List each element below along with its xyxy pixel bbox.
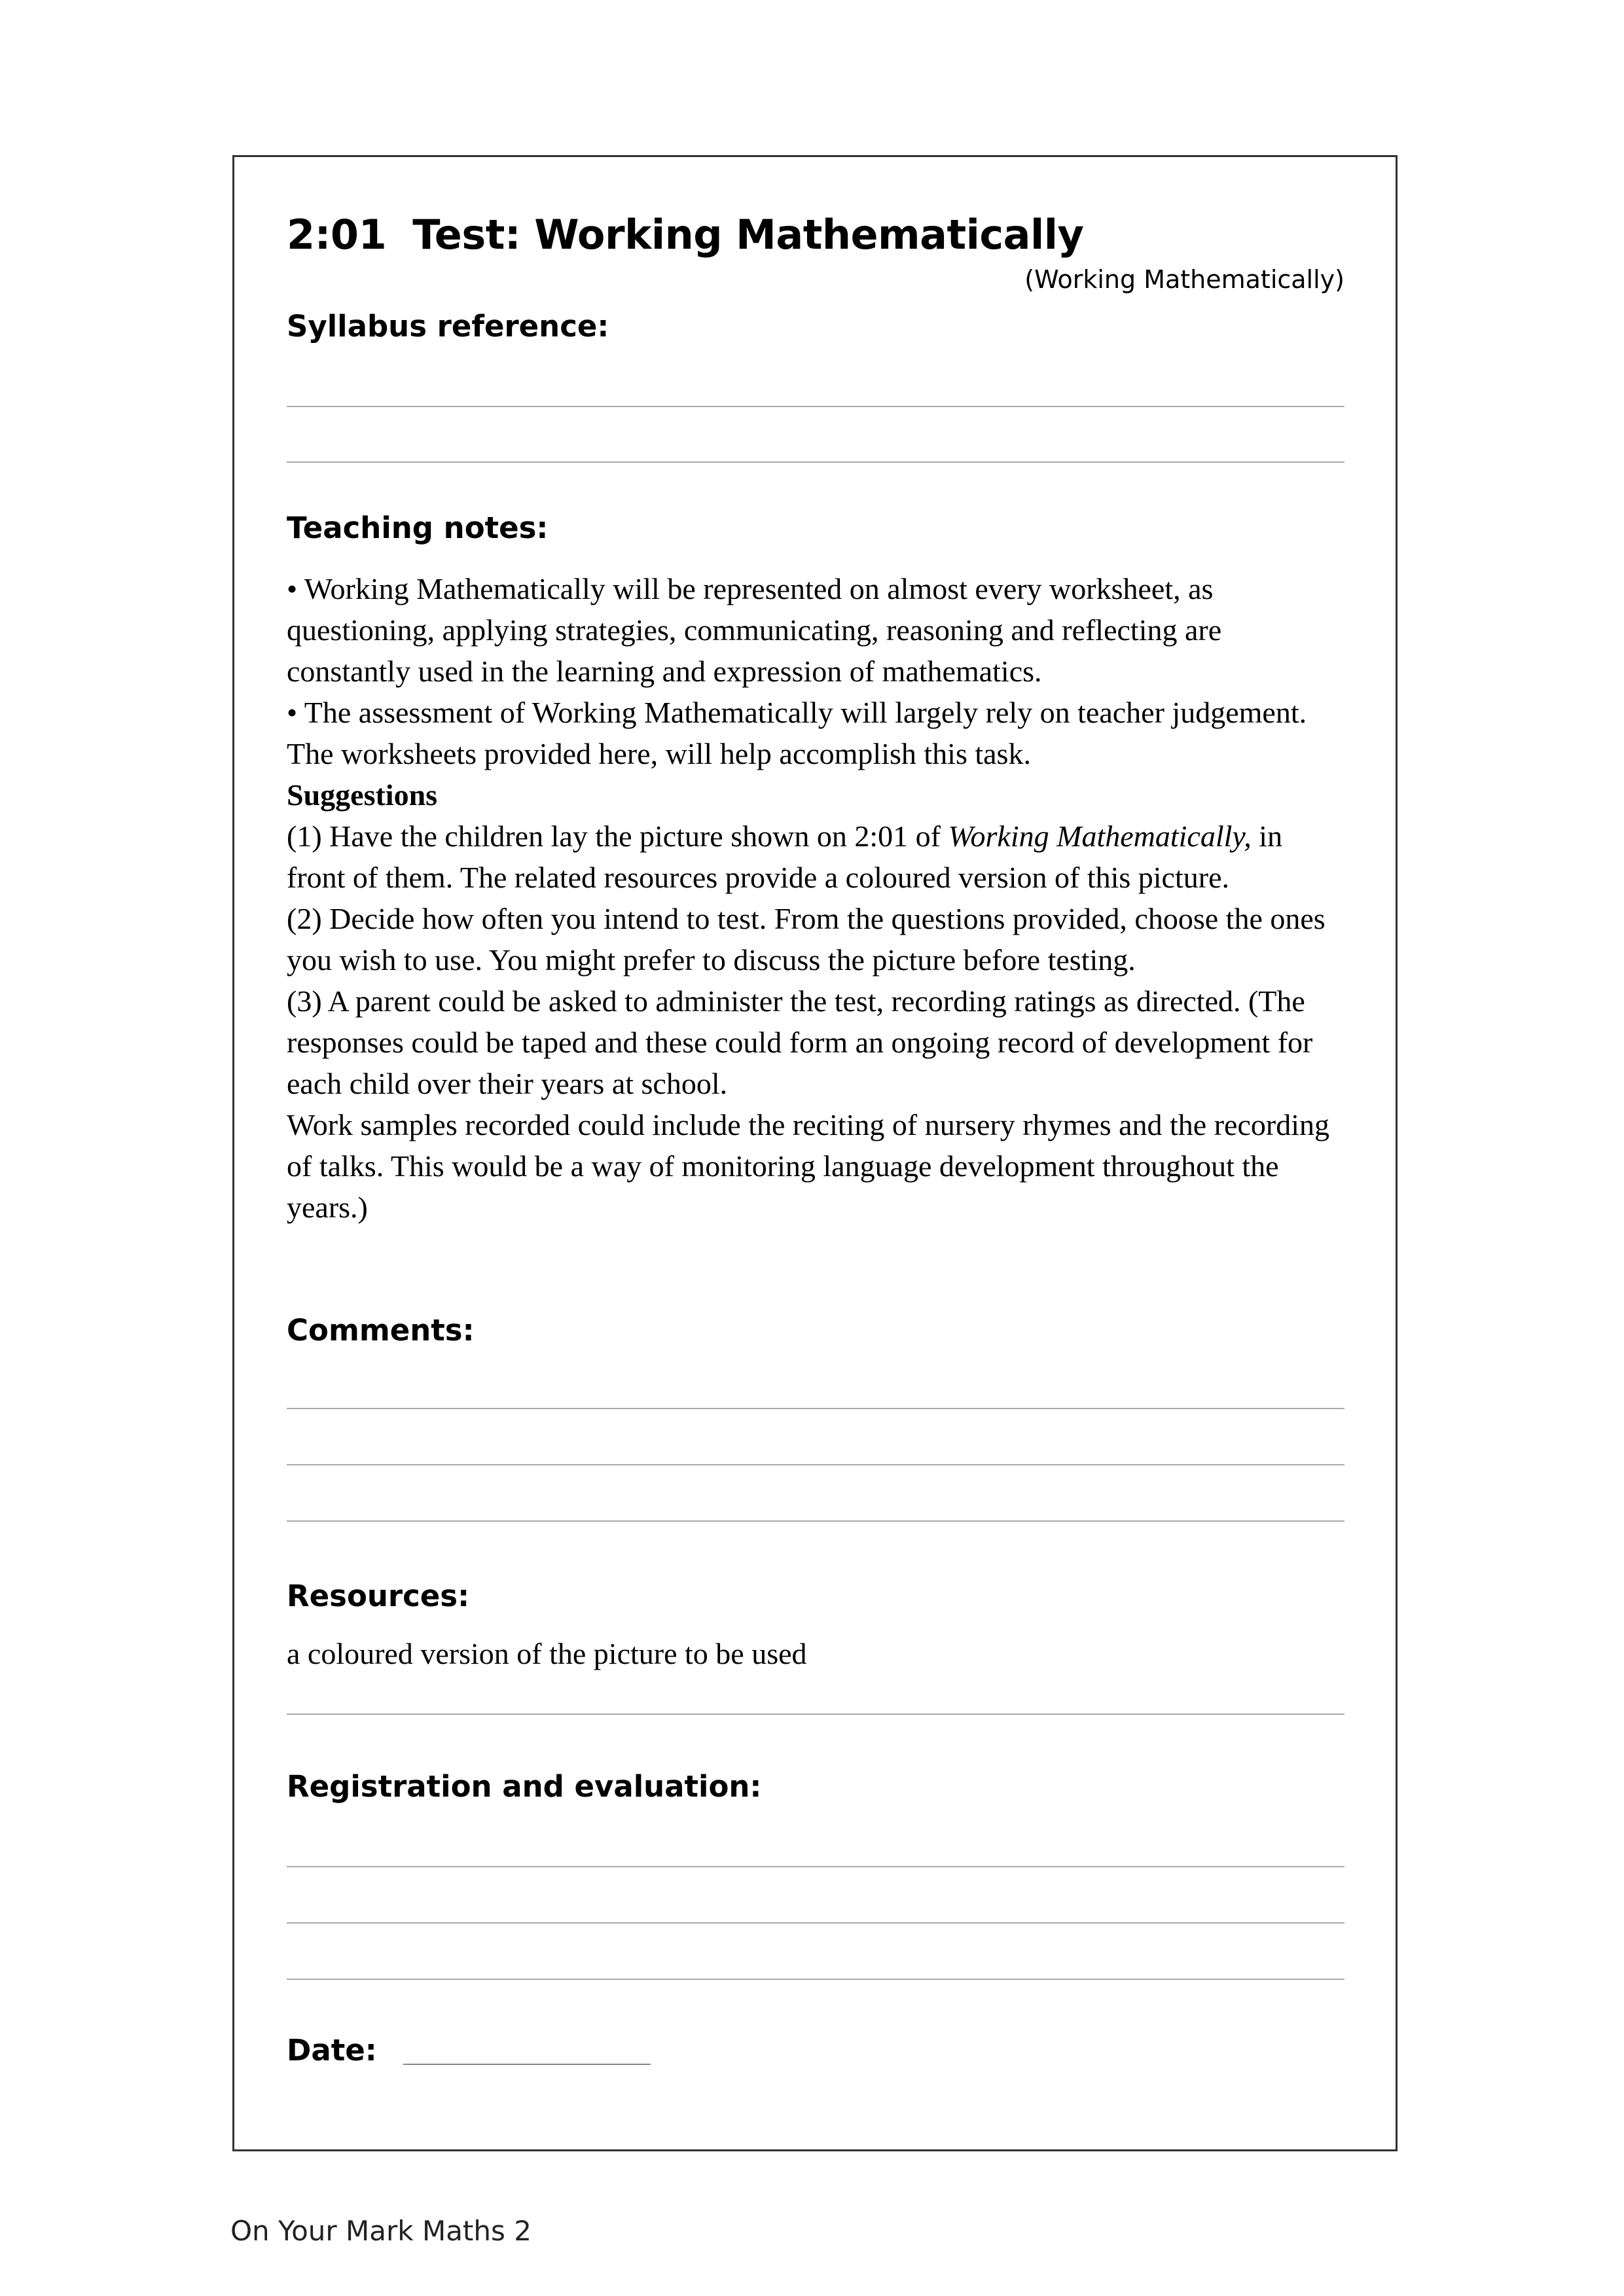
strand-label: (Working Mathematically): [1024, 265, 1344, 294]
suggestion-1: (1) Have the children lay the picture shown on 2:01 of Working Mathematically, in front of them. The related resources provide a coloured version of this picture.: [287, 819, 1283, 894]
teaching-notes-body: [287, 568, 1344, 1228]
registration-line-2[interactable]: [287, 1922, 1344, 1924]
syllabus-line-1[interactable]: [287, 406, 1344, 407]
comments-line-1[interactable]: [287, 1408, 1344, 1409]
syllabus-heading: Syllabus reference:: [287, 309, 609, 344]
teaching-notes-heading: Teaching notes:: [287, 511, 549, 545]
sheet-title: Test: Working Mathematically: [412, 211, 1084, 259]
syllabus-line-2[interactable]: [287, 461, 1344, 463]
registration-line-3[interactable]: [287, 1979, 1344, 1980]
comments-line-2[interactable]: [287, 1464, 1344, 1465]
date-line[interactable]: [403, 2064, 651, 2065]
suggestions-heading: Suggestions: [287, 778, 438, 812]
resources-heading: Resources:: [287, 1579, 470, 1613]
resources-text: a coloured version of the picture to be used: [287, 1637, 807, 1670]
comments-heading: Comments:: [287, 1313, 475, 1348]
book-title: Working Mathematically,: [948, 819, 1252, 853]
footer-book-title: On Your Mark Maths 2: [230, 2215, 532, 2247]
registration-line-1[interactable]: [287, 1866, 1344, 1867]
suggestion-3: (3) A parent could be asked to administer the test, recording ratings as directed. (The responses could be taped and these could form an ongoing record of development for each child over their years at school.: [287, 984, 1313, 1100]
comments-line-3[interactable]: [287, 1520, 1344, 1522]
note-bullet-2: • The assessment of Working Mathematically will largely rely on teacher judgement. The worksheets provided here, will help accomplish this task.: [287, 696, 1307, 770]
page-title: [287, 211, 1083, 259]
note-bullet-1: • Working Mathematically will be represented on almost every worksheet, as questioning, applying strategies, communicating, reasoning and reflecting are constantly used in the learning and expression of mathematics.: [287, 572, 1222, 688]
registration-heading: Registration and evaluation:: [287, 1769, 762, 1804]
work-samples-note: Work samples recorded could include the reciting of nursery rhymes and the recording of talks. This would be a way of monitoring language development throughout the years.): [287, 1108, 1329, 1224]
date-label: Date:: [287, 2033, 377, 2068]
suggestion-2: (2) Decide how often you intend to test. From the questions provided, choose the ones you wish to use. You might prefer to discuss the picture before testing.: [287, 902, 1326, 977]
sheet-number: 2:01: [287, 211, 387, 259]
worksheet-content: [287, 157, 1344, 2149]
resources-line[interactable]: [287, 1713, 1344, 1715]
worksheet-frame: [232, 155, 1398, 2151]
